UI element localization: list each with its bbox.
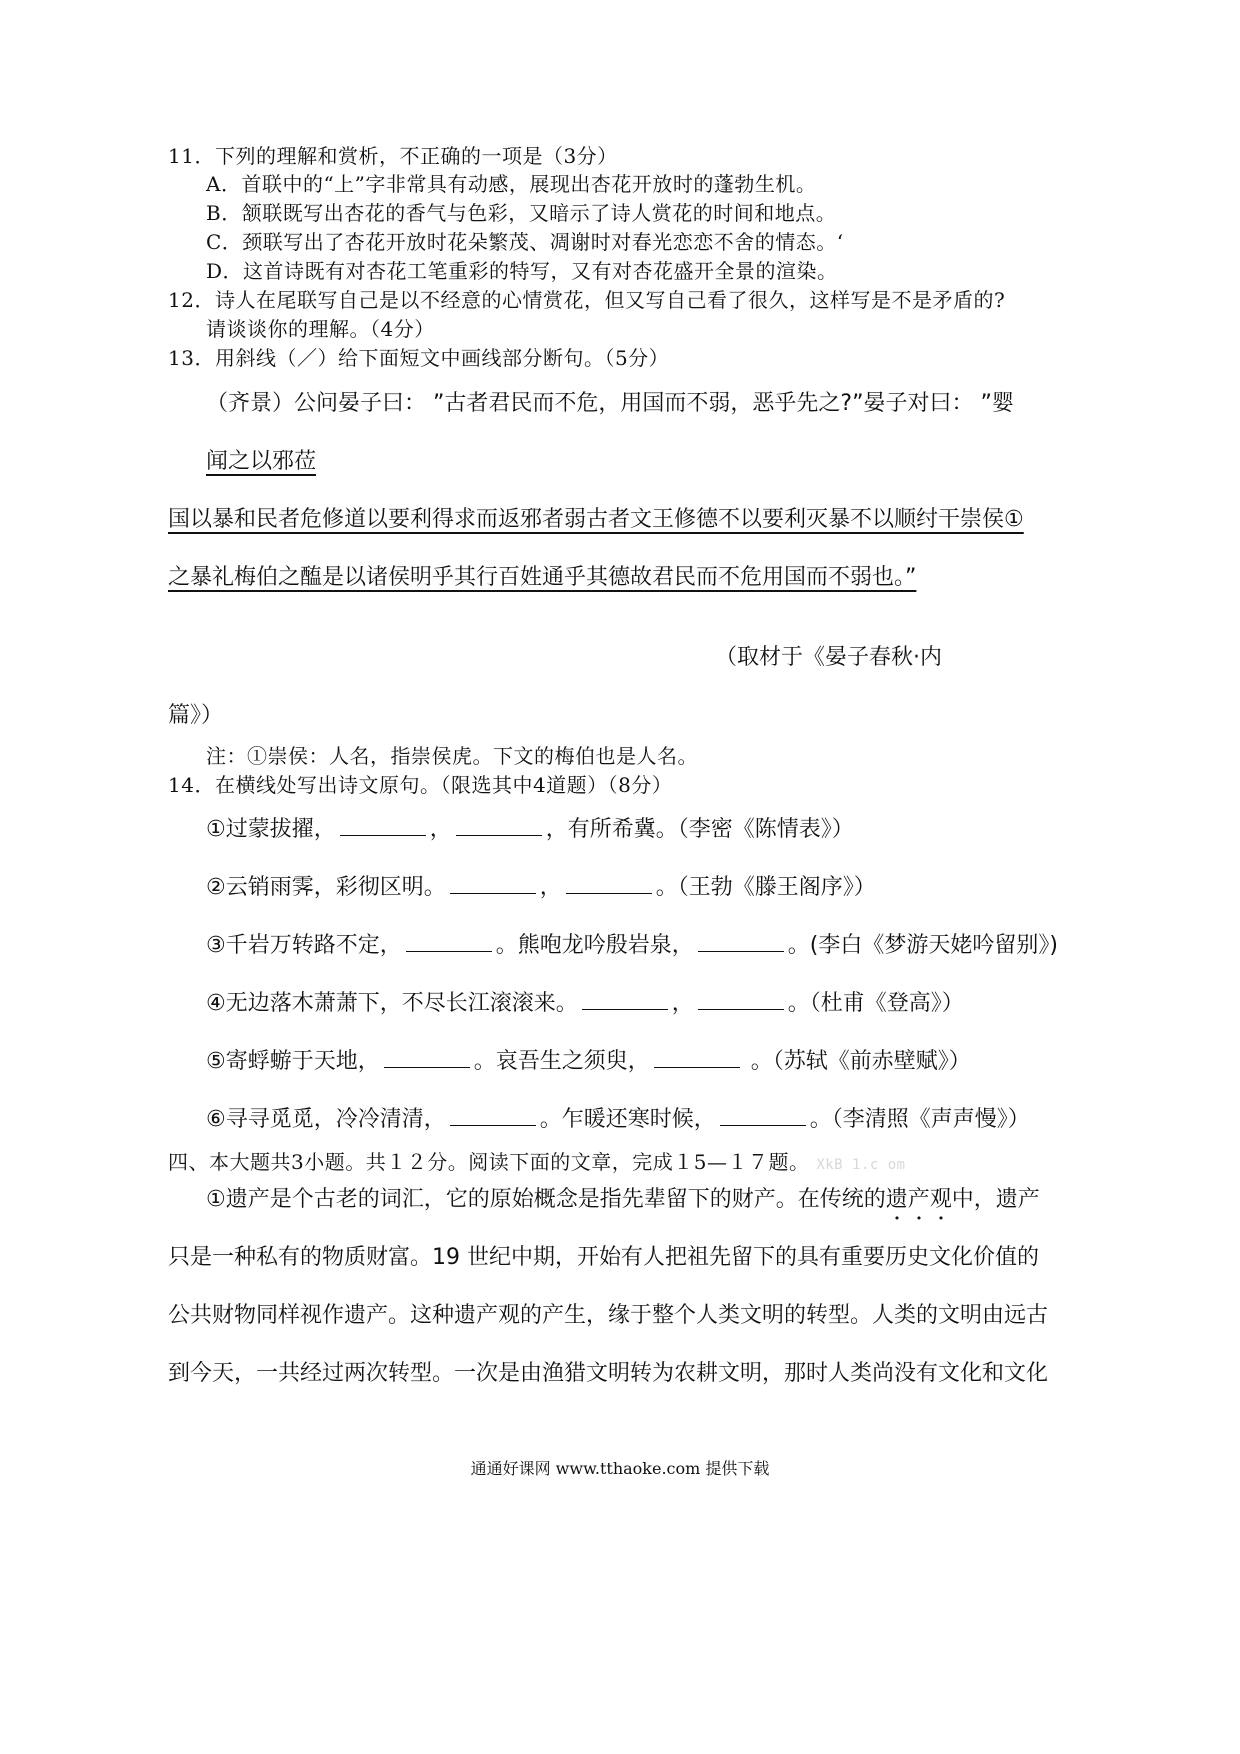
q14-item-4-blank-2[interactable] — [698, 991, 784, 1010]
q14-stem: 14．在横线处写出诗文原句。（限选其中4道题）（8分） — [168, 773, 673, 797]
q14-item-2 — [206, 870, 876, 901]
q14-item-3-text-b: 。熊咆龙吟殷岩泉， — [495, 933, 694, 958]
q14-item-5 — [206, 1044, 971, 1075]
q13-source-line2: 篇》） — [168, 703, 224, 728]
q14-item-2-blank-2[interactable] — [566, 875, 652, 894]
q13-passage-line2: 闻之以邪莅 — [206, 449, 317, 474]
q13-stem: 13．用斜线（／）给下面短文中画线部分断句。（5分） — [168, 346, 670, 370]
q14-item-1 — [206, 812, 854, 843]
section4-emphasis-term: 遗产观 — [885, 1187, 952, 1212]
q13-source-line1: （取材于《晏子春秋·内 — [715, 645, 942, 670]
q14-item-2-blank-1[interactable] — [450, 875, 536, 894]
q14-item-6-text-a: ⑥寻寻觅觅，冷冷清清， — [206, 1107, 446, 1132]
q13-passage-line3: 国以暴和民者危修道以要利得求而返邪者弱古者文王修德不以要利灭暴不以顺纣干崇侯① — [168, 507, 1024, 532]
q13-note: 注：①崇侯：人名，指崇侯虎。下文的梅伯也是人名。 — [206, 744, 698, 768]
page-footer: 通通好课网 www.tthaoke.com 提供下载 — [470, 1459, 770, 1478]
q14-item-5-text-b: 。哀吾生之须臾， — [473, 1049, 650, 1074]
q12-line1: 12．诗人在尾联写自己是以不经意的心情赏花，但又写自己看了很久，这样写是不是矛盾的? — [168, 288, 1006, 312]
q14-item-4 — [206, 986, 964, 1017]
watermark-text: XkB 1.c om — [816, 1157, 906, 1173]
q14-item-3-blank-1[interactable] — [406, 933, 492, 952]
q13-passage-line1: （齐景）公问晏子曰： ”古者君民而不危，用国而不弱，恶乎先之?”晏子对曰： ”婴 — [206, 391, 1014, 416]
q14-item-4-text-b: ， — [671, 991, 694, 1016]
q14-item-1-blank-1[interactable] — [340, 817, 426, 836]
q14-item-6-blank-1[interactable] — [450, 1107, 536, 1126]
section4-para1-line3: 公共财物同样视作遗产。这种遗产观的产生，缘于整个人类文明的转型。人类的文明由远古 — [168, 1303, 1049, 1328]
q14-item-6-text-b: 。乍暖还寒时候， — [539, 1107, 716, 1132]
q14-item-5-blank-2[interactable] — [654, 1049, 740, 1068]
q11-option-c: C．颈联写出了杏花开放时花朵繁茂、凋谢时对春光恋恋不舍的情态。‘ — [206, 230, 844, 254]
q14-item-3-text-a: ③千岩万转路不定， — [206, 933, 402, 958]
q14-item-1-blank-2[interactable] — [456, 817, 542, 836]
q14-item-2-text-b: ， — [539, 875, 562, 900]
q14-item-1-text-c: ，有所希冀。（李密《陈情表》） — [545, 817, 854, 842]
q14-item-6-blank-2[interactable] — [720, 1107, 806, 1126]
q14-item-3-blank-2[interactable] — [698, 933, 784, 952]
q14-item-3 — [206, 928, 1058, 959]
q11-option-b: B．颔联既写出杏花的香气与色彩，又暗示了诗人赏花的时间和地点。 — [206, 201, 837, 225]
q11-option-d: D．这首诗既有对杏花工笔重彩的特写，又有对杏花盛开全景的渲染。 — [206, 259, 838, 283]
q14-item-1-text-b: ， — [429, 817, 452, 842]
section4-para1-text-a: ①遗产是个古老的词汇，它的原始概念是指先辈留下的财产。在传统的 — [206, 1187, 886, 1212]
q14-item-5-text-a: ⑤寄蜉蝣于天地， — [206, 1049, 380, 1074]
q14-item-4-text-a: ④无边落木萧萧下，不尽长江滚滚来。 — [206, 991, 578, 1016]
q14-item-2-text-a: ②云销雨霁，彩彻区明。 — [206, 875, 446, 900]
q14-item-5-blank-1[interactable] — [384, 1049, 470, 1068]
q14-item-5-text-c: 。（苏轼《前赤壁赋》） — [743, 1049, 971, 1074]
section4-para1-line1 — [206, 1182, 1040, 1225]
q14-item-1-text-a: ①过蒙拔擢， — [206, 817, 336, 842]
q14-item-6-text-c: 。（李清照《声声慢》） — [809, 1107, 1030, 1132]
q13-passage-line4: 之暴礼梅伯之醢是以诸侯明乎其行百姓通乎其德故君民而不危用国而不弱也。” — [168, 565, 917, 590]
section4-para1-line2: 只是一种私有的物质财富。19 世纪中期，开始有人把祖先留下的具有重要历史文化价值的 — [168, 1245, 1039, 1270]
q12-line2: 请谈谈你的理解。（4分） — [206, 317, 435, 341]
section4-title-text: 四、本大题共3小题。共１２分。阅读下面的文章，完成１5—１７题。 — [168, 1150, 810, 1174]
q11-stem: 11．下列的理解和赏析，不正确的一项是（3分） — [168, 144, 618, 168]
section4-para1-line4: 到今天，一共经过两次转型。一次是由渔猎文明转为农耕文明，那时人类尚没有文化和文化 — [168, 1361, 1049, 1386]
q14-item-4-blank-1[interactable] — [582, 991, 668, 1010]
section4-para1-text-c: 中，遗产 — [951, 1187, 1040, 1212]
q14-item-3-text-c: 。(李白《梦游天姥吟留别》) — [787, 933, 1058, 958]
q11-option-a: A．首联中的“上”字非常具有动感，展现出杏花开放时的蓬勃生机。 — [206, 172, 817, 196]
q14-item-4-text-c: 。（杜甫《登高》） — [787, 991, 964, 1016]
q14-item-6 — [206, 1102, 1030, 1133]
section4-title — [168, 1146, 906, 1175]
q14-item-2-text-c: 。（王勃《滕王阁序》） — [655, 875, 876, 900]
